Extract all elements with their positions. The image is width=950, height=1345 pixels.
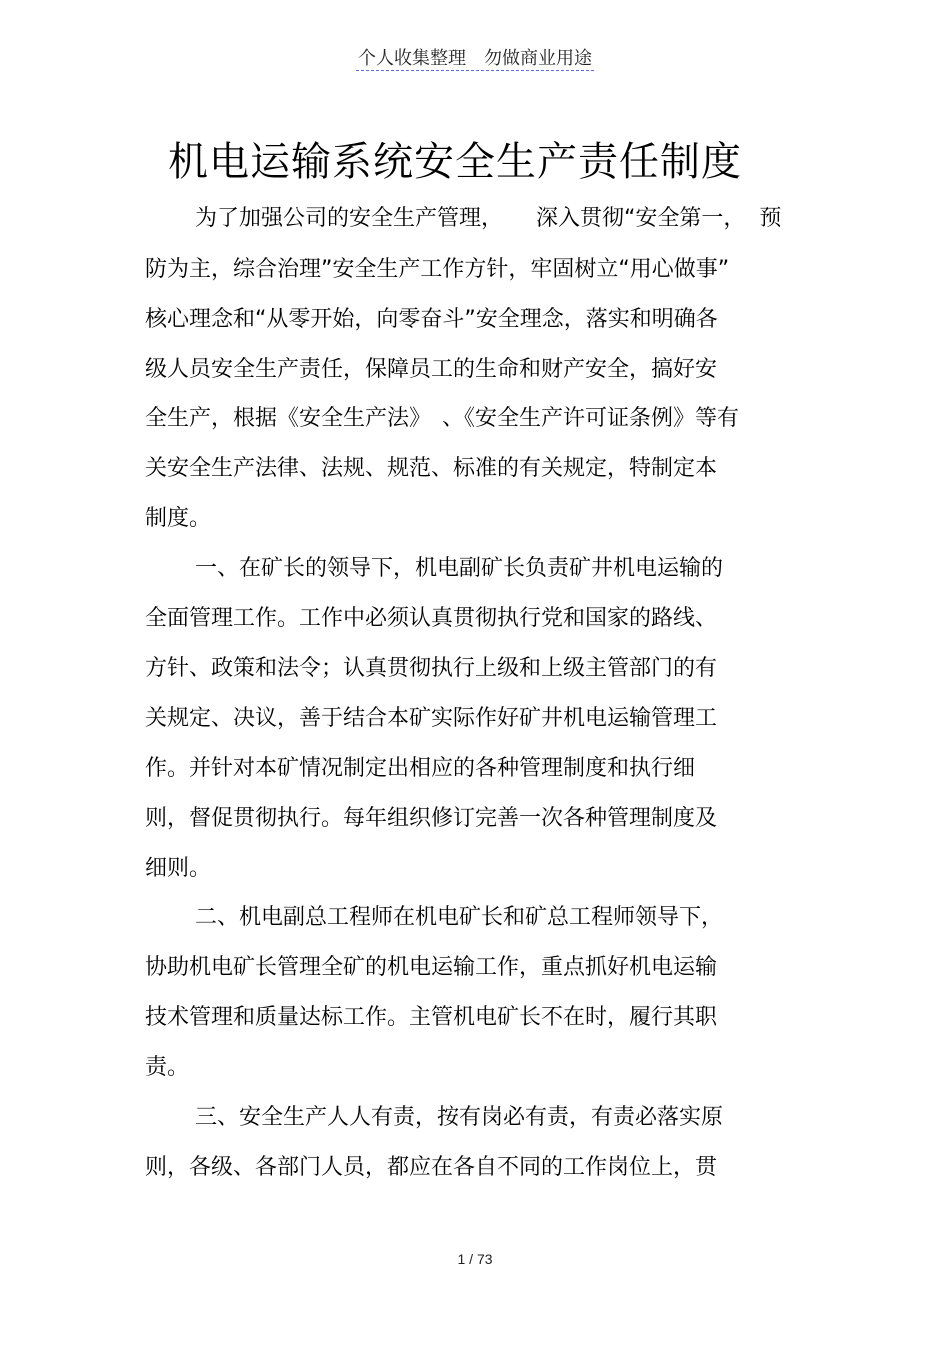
body-line: 三、安全生产人人有责，按有岗必有责，有责必落实原	[195, 1105, 724, 1130]
header-text: 个人收集整理 勿做商业用途	[358, 48, 592, 69]
body-line: 制度。	[145, 506, 212, 531]
body-line: 则，各级、各部门人员，都应在各自不同的工作岗位上，贯	[145, 1155, 718, 1180]
body-line: 核心理念和“从零开始，向零奋斗”安全理念，落实和明确各	[145, 307, 718, 332]
body-line: 二、机电副总工程师在机电矿长和矿总工程师领导下，	[195, 905, 724, 930]
body-line: 一、在矿长的领导下，机电副矿长负责矿井机电运输的	[195, 556, 724, 581]
body-line: 全生产，根据《安全生产法》 、《安全生产许可证条例》等有	[145, 406, 740, 431]
body-line: 则，督促贯彻执行。每年组织修订完善一次各种管理制度及	[145, 806, 718, 831]
body-line: 方针、政策和法令；认真贯彻执行上级和上级主管部门的有	[145, 656, 718, 681]
body-line: 细则。	[145, 856, 212, 881]
body-line: 关安全生产法律、法规、规范、标准的有关规定，特制定本	[145, 456, 718, 481]
body-line: 全面管理工作。工作中必须认真贯彻执行党和国家的路线、	[145, 606, 718, 631]
body-line: 为了加强公司的安全生产管理， 深入贯彻“安全第一， 预	[195, 206, 782, 231]
document-title: 机电运输系统安全生产责任制度	[168, 139, 742, 185]
body-line: 关规定、决议，善于结合本矿实际作好矿井机电运输管理工	[145, 706, 718, 731]
body-line: 协助机电矿长管理全矿的机电运输工作，重点抓好机电运输	[145, 955, 718, 980]
page-header	[0, 47, 950, 71]
body-line: 级人员安全生产责任，保障员工的生命和财产安全，搞好安	[145, 357, 718, 382]
body-line: 责。	[145, 1055, 190, 1080]
page-number: 1 / 73	[457, 1251, 493, 1267]
body-line: 技术管理和质量达标工作。主管机电矿长不在时，履行其职	[145, 1005, 718, 1030]
body-line: 防为主，综合治理”安全生产工作方针，牢固树立“用心做事”	[145, 257, 730, 282]
body-line: 作。并针对本矿情况制定出相应的各种管理制度和执行细	[145, 756, 696, 781]
